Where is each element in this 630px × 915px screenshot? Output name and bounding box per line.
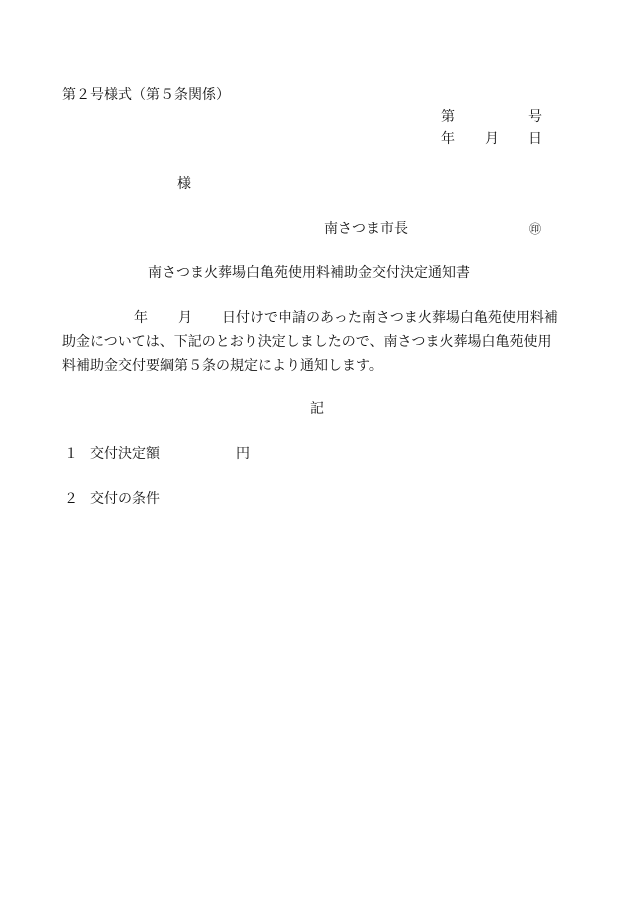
body-line-3: 料補助金交付要綱第５条の規定により通知します。 <box>62 358 383 374</box>
form-label: 第２号様式（第５条関係） <box>62 87 230 103</box>
body-month: 月 <box>178 310 192 326</box>
body-line-2: 助金については、下記のとおり決定しましたので、南さつま火葬場白亀苑使用 <box>62 334 552 350</box>
body-paragraph <box>62 311 576 383</box>
item-1-number: １ <box>64 446 78 462</box>
doc-number-suffix: 号 <box>528 109 542 125</box>
ki-heading: 記 <box>310 401 324 417</box>
document-title: 南さつま火葬場白亀苑使用料補助金交付決定通知書 <box>148 265 470 281</box>
item-2-label: 交付の条件 <box>90 491 160 507</box>
body-line-1-text: 日付けで申請のあった南さつま火葬場白亀苑使用料補 <box>222 310 558 326</box>
item-1-label: 交付決定額 <box>90 446 160 462</box>
issuer-name: 南さつま市長 <box>324 221 408 237</box>
seal-mark: ㊞ <box>529 222 542 236</box>
doc-number-prefix: 第 <box>441 109 455 125</box>
date-month: 月 <box>485 131 499 147</box>
body-line-1 <box>62 311 576 335</box>
item-2-number: ２ <box>64 491 78 507</box>
date-day: 日 <box>528 131 542 147</box>
date-year: 年 <box>441 131 455 147</box>
body-year: 年 <box>134 310 148 326</box>
item-1-unit: 円 <box>236 446 250 462</box>
addressee-suffix: 様 <box>177 176 191 192</box>
